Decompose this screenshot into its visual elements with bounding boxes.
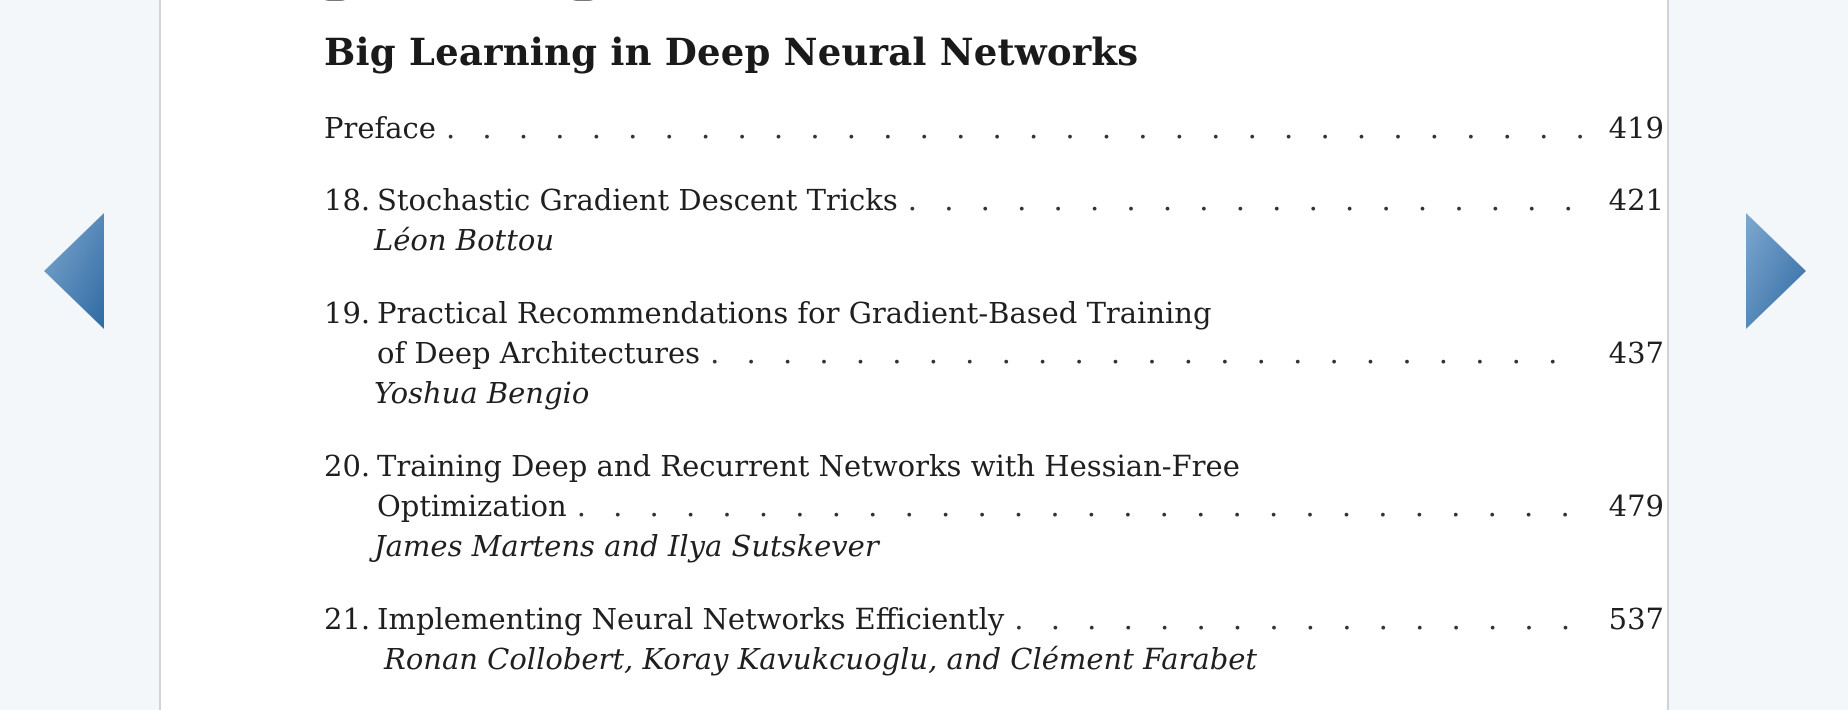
chapter-number: 19. — [324, 296, 371, 330]
toc-entry-title: Practical Recommendations for Gradient-Based Training — [377, 296, 1212, 330]
toc-entry-title: Preface — [324, 111, 436, 145]
toc-page-number: 479 — [1608, 489, 1664, 523]
section-title: Big Learning in Deep Neural Networks — [324, 30, 1139, 74]
chapter-number: 18. — [324, 183, 371, 217]
dot-leader — [1014, 599, 1584, 639]
toc-entry-title-continued: Optimization — [377, 489, 567, 523]
toc-entry-title-continued: of Deep Architectures — [377, 336, 701, 370]
toc-entry-19 — [324, 293, 1664, 413]
toc-page-number: 537 — [1608, 602, 1664, 636]
toc-entry-authors: James Martens and Ilya Sutskever — [374, 529, 879, 563]
toc-entry-title: Implementing Neural Networks Efficiently — [377, 602, 1005, 636]
dot-leader — [446, 108, 1584, 148]
toc-entry-title: Stochastic Gradient Descent Tricks — [377, 183, 898, 217]
dot-leader — [710, 333, 1584, 373]
chapter-number: 20. — [324, 449, 371, 483]
toc-entry-title: Training Deep and Recurrent Networks with Hessian-Free — [377, 449, 1240, 483]
previous-page-button[interactable] — [40, 211, 110, 331]
table-of-contents — [324, 108, 1664, 679]
toc-page-number: 419 — [1608, 111, 1664, 145]
toc-entry-21 — [324, 599, 1664, 679]
toc-page-number: 437 — [1608, 336, 1664, 370]
dot-leader — [577, 486, 1584, 526]
document-page — [159, 0, 1669, 710]
toc-entry-20 — [324, 446, 1664, 566]
triangle-right-icon — [1740, 211, 1810, 331]
toc-entry-authors: Yoshua Bengio — [374, 376, 590, 410]
toc-entry-preface — [324, 108, 1664, 148]
toc-entry-authors: Léon Bottou — [374, 223, 554, 257]
next-page-button[interactable] — [1740, 211, 1810, 331]
dot-leader — [908, 180, 1584, 220]
triangle-left-icon — [40, 211, 110, 331]
chapter-number: 21. — [324, 602, 371, 636]
toc-entry-authors: Ronan Collobert, Koray Kavukcuoglu, and Clément Farabet — [384, 642, 1258, 676]
toc-page-number: 421 — [1608, 183, 1664, 217]
previous-line-remnant — [321, 0, 1221, 6]
toc-entry-18 — [324, 180, 1664, 260]
